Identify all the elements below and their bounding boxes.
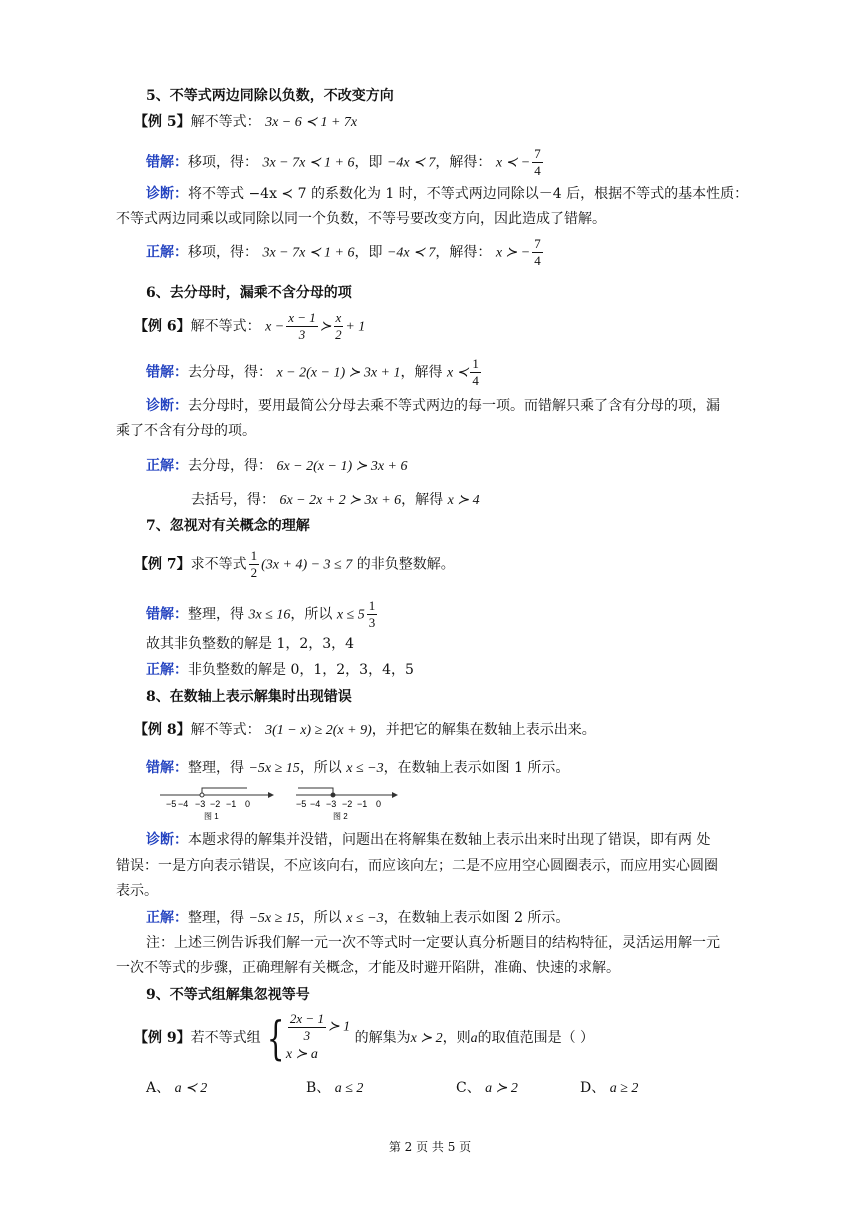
text: ，所以 — [299, 760, 342, 776]
text: ，解得： — [435, 244, 492, 261]
equation: ≻ — [319, 319, 332, 335]
text: 的解集为 — [354, 1030, 411, 1046]
text: ，所以 — [299, 910, 342, 926]
text: ，即 — [354, 154, 383, 171]
example-label: 【例 8】 — [134, 722, 191, 738]
section-5-title: 5、不等式两边同除以负数，不改变方向 — [146, 88, 394, 104]
section-8-title: 8、在数轴上表示解集时出现错误 — [146, 689, 352, 705]
example-8-statement — [134, 720, 596, 741]
fraction: $\frac{7}{4}$ — [534, 236, 541, 268]
tick-label: −5 — [296, 799, 307, 809]
figure-2-caption: 图 2 — [333, 812, 348, 821]
option-b: B、 a ≤ 2 — [306, 1080, 364, 1096]
note-line-1: 注：上述三例告诉我们解一元一次不等式时一定要认真分析题目的结构特征，灵活运用解一元 — [146, 935, 720, 951]
example-label: 【例 5】 — [134, 114, 191, 130]
tick-label: 0 — [376, 799, 382, 809]
example-5-diagnosis-2: 不等式两边同乘以或同除以同一个负数，不等号要改变方向，因此造成了错解。 — [116, 211, 606, 227]
text: ，并把它的解集在数轴上表示出来。 — [371, 722, 596, 738]
option-a: A、 a ≺ 2 — [146, 1080, 208, 1096]
text: 将不等式 −4x ≺ 7 的系数化为 1 时，不等式两边同除以－4 后，根据不等式的基本性质： — [188, 186, 749, 202]
fraction: $\frac{x - 1}{3}$ — [288, 310, 316, 342]
page-footer: 第 2 页 共 5 页 — [388, 1140, 472, 1154]
figure-2 — [296, 788, 398, 821]
equation: (3x + 4) − 3 ≤ 7 — [261, 557, 353, 573]
text: 的非负整数解。 — [356, 556, 455, 573]
system-row-1: $\frac{2x - 1}{3}$ ≻ 1 — [289, 1010, 351, 1043]
example-8-diagnosis-2: 错误：一是方向表示错误，不应该向右，而应该向左；二是不应用空心圆圈表示，而应用实心圆圈 — [116, 858, 718, 874]
text: 解不等式： — [190, 318, 261, 335]
tick-label: −2 — [210, 799, 221, 809]
equation: x ≤ −3 — [346, 761, 384, 776]
example-8-right — [146, 908, 569, 929]
equation: 3x − 6 ≺ 1 + 7x — [265, 115, 358, 130]
equation: −4x ≺ 7 — [386, 155, 436, 171]
text: 非负整数的解是 0，1，2，3，4，5 — [188, 662, 414, 678]
equation: 6x − 2x + 2 ≻ 3x + 6 — [279, 493, 402, 508]
text: 整理，得 — [188, 606, 244, 623]
diagnosis-label: 诊断： — [146, 186, 188, 202]
example-6-statement — [134, 310, 365, 343]
tick-label: −4 — [178, 799, 189, 809]
right-label: 正解： — [146, 244, 188, 261]
equation: x − 2(x − 1) ≻ 3x + 1 — [276, 365, 401, 381]
equation: −4x ≺ 7 — [386, 245, 436, 261]
wrong-label: 错解： — [146, 154, 188, 171]
fraction: $\frac{2x - 1}{3}$ — [289, 1010, 324, 1043]
section-6-title: 6、去分母时，漏乘不含分母的项 — [146, 285, 352, 301]
equation: x − — [265, 319, 285, 335]
text: ，在数轴上表示如图 2 所示。 — [383, 910, 570, 926]
example-label: 【例 9】 — [134, 1030, 191, 1046]
number-line-figures — [150, 784, 410, 824]
text: ，则 — [442, 1030, 471, 1046]
figure-1-caption: 图 1 — [204, 812, 219, 821]
equation: x ≻ 4 — [447, 493, 480, 508]
fraction: $\frac{1}{2}$ — [250, 548, 258, 580]
example-6-wrong — [146, 356, 483, 389]
text: 移项，得： — [188, 244, 258, 261]
diagnosis-label: 诊断： — [146, 398, 188, 414]
example-8-diagnosis-1 — [146, 830, 710, 850]
example-7-wrong — [146, 598, 379, 631]
equation: −5x ≥ 15 — [248, 911, 300, 926]
system-row-2: x ≻ a — [285, 1046, 318, 1062]
text: 本题求得的解集并没错，问题出在将解集在数轴上表示出来时出现了错误，即有两 处 — [188, 832, 711, 848]
system-brace: { — [266, 1011, 285, 1065]
solution-ray — [202, 788, 247, 795]
text: 去分母时，要用最简公分母去乘不等式两边的每一项。而错解只乘了含有分母的项，漏 — [188, 398, 720, 414]
equation: x ≻ − — [495, 245, 531, 261]
text: 移项，得： — [188, 154, 258, 171]
example-label: 【例 6】 — [134, 318, 191, 335]
variable: a — [470, 1031, 478, 1046]
note-line-2: 一次不等式的步骤，正确理解有关概念，才能及时避开陷阱，准确、快速的求解。 — [116, 960, 620, 976]
text: 的取值范围是（ ） — [477, 1030, 595, 1046]
section-7-title: 7、忽视对有关概念的理解 — [146, 518, 310, 534]
equation: 3(1 − x) ≥ 2(x + 9) — [265, 723, 372, 738]
example-5-diagnosis-1 — [146, 184, 748, 204]
tick-label: −5 — [166, 799, 177, 809]
text: ，在数轴上表示如图 1 所示。 — [383, 760, 570, 776]
fraction: $\frac{1}{3}$ — [368, 598, 376, 630]
diagnosis-label: 诊断： — [146, 832, 188, 848]
text: 整理，得 — [188, 760, 244, 776]
text: 去分母，得： — [188, 364, 272, 381]
fraction: $\frac{1}{4}$ — [472, 356, 479, 388]
tick-label: 0 — [245, 799, 251, 809]
section-9-title: 9、不等式组解集忽视等号 — [146, 987, 310, 1003]
example-7-right — [146, 660, 414, 680]
text: ，所以 — [290, 606, 333, 623]
solution-ray — [298, 788, 333, 795]
equation: −5x ≥ 15 — [248, 761, 300, 776]
equation: 6x − 2(x − 1) ≻ 3x + 6 — [276, 459, 408, 474]
fraction: $\frac{x}{2}$ — [335, 310, 342, 342]
example-7-wrong-conclusion: 故其非负整数的解是 1，2，3，4 — [146, 636, 355, 652]
figure-1 — [160, 788, 274, 821]
wrong-label: 错解： — [146, 760, 188, 776]
tick-label: −4 — [310, 799, 321, 809]
wrong-label: 错解： — [146, 606, 188, 623]
right-label: 正解： — [146, 458, 188, 474]
equation: x ≤ 5 — [336, 607, 365, 623]
inequality-system — [286, 1011, 350, 1066]
tick-label: −1 — [357, 799, 368, 809]
example-8-wrong — [146, 758, 569, 779]
text: 整理，得 — [188, 910, 244, 926]
example-8-diagnosis-3: 表示。 — [116, 883, 158, 899]
equation: 3x − 7x ≺ 1 + 6 — [262, 155, 355, 171]
equation: x ≺ − — [495, 155, 531, 171]
example-5-right — [146, 236, 545, 269]
example-6-diagnosis-2: 乘了不含有分母的项。 — [116, 423, 256, 439]
equation: + 1 — [345, 319, 366, 335]
text: ，即 — [354, 244, 383, 261]
text: 求不等式 — [190, 556, 247, 573]
example-label: 【例 7】 — [134, 556, 191, 573]
text: 去分母，得： — [188, 458, 272, 474]
example-5-wrong — [146, 146, 545, 179]
example-6-right-2 — [191, 490, 480, 511]
tick-label: −3 — [326, 799, 337, 809]
equation: x ≤ −3 — [346, 911, 384, 926]
example-7-statement — [134, 548, 455, 581]
example-9-statement — [134, 1010, 594, 1067]
equation: x ≺ — [446, 365, 469, 381]
tick-label: −1 — [226, 799, 237, 809]
option-d: D、 a ≥ 2 — [580, 1080, 639, 1096]
text: ，解得： — [435, 154, 492, 171]
text: ，解得 — [400, 364, 443, 381]
tick-label: −2 — [342, 799, 353, 809]
right-label: 正解： — [146, 910, 188, 926]
fraction: $\frac{7}{4}$ — [534, 146, 541, 178]
axis-arrow — [268, 792, 274, 798]
example-5-statement — [134, 112, 357, 133]
equation: 3x ≤ 16 — [248, 607, 291, 623]
example-6-right-1 — [146, 456, 408, 477]
open-circle — [200, 793, 204, 797]
tick-label: −3 — [195, 799, 206, 809]
option-c: C、 a ≻ 2 — [456, 1080, 518, 1096]
axis-arrow — [392, 792, 398, 798]
equation: 3x − 7x ≺ 1 + 6 — [262, 245, 355, 261]
text: ，解得 — [401, 492, 444, 508]
example-text: 解不等式： — [190, 114, 261, 130]
text: 去括号，得： — [191, 492, 275, 508]
text: 解不等式： — [190, 722, 261, 738]
wrong-label: 错解： — [146, 364, 188, 381]
right-label: 正解： — [146, 662, 188, 678]
filled-circle — [331, 793, 335, 797]
example-6-diagnosis-1 — [146, 396, 720, 416]
equation: x ≻ 2 — [410, 1031, 443, 1046]
text: 若不等式组 — [190, 1030, 261, 1046]
